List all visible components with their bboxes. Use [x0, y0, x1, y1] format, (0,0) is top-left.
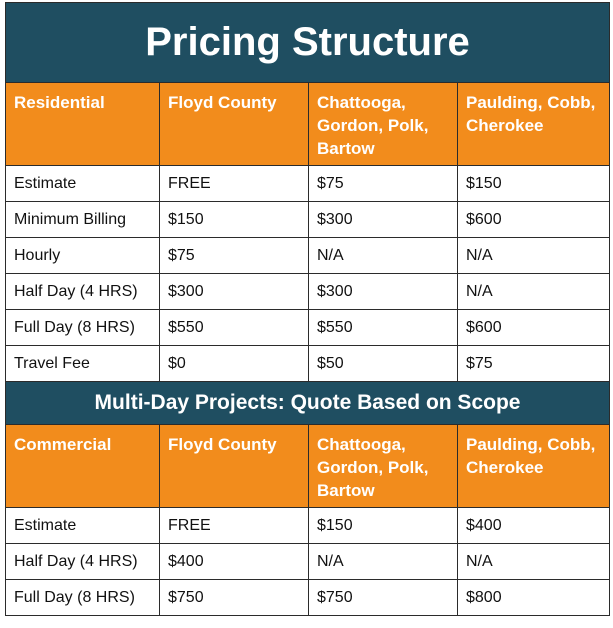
commercial-header-cell: Floyd County	[160, 425, 309, 508]
table-cell: $300	[160, 274, 309, 310]
table-cell: $150	[160, 202, 309, 238]
table-row	[6, 544, 610, 580]
table-cell: $550	[160, 310, 309, 346]
table-cell: N/A	[458, 238, 610, 274]
table-cell: $600	[458, 310, 610, 346]
table-cell: $0	[160, 346, 309, 382]
table-row	[6, 508, 610, 544]
table-row	[6, 166, 610, 202]
table-cell: $50	[309, 346, 458, 382]
table-cell: $300	[309, 274, 458, 310]
table-cell: $550	[309, 310, 458, 346]
residential-header-row	[6, 83, 610, 166]
table-cell: N/A	[458, 274, 610, 310]
residential-header-cell: Paulding, Cobb, Cherokee	[458, 83, 610, 166]
table-cell: $75	[160, 238, 309, 274]
commercial-header-cell: Commercial	[6, 425, 160, 508]
table-cell: Hourly	[6, 238, 160, 274]
table-row	[6, 580, 610, 616]
commercial-header-row	[6, 425, 610, 508]
table-cell: Half Day (4 HRS)	[6, 544, 160, 580]
table-cell: $400	[458, 508, 610, 544]
table-cell: $800	[458, 580, 610, 616]
table-row	[6, 310, 610, 346]
table-cell: Full Day (8 HRS)	[6, 310, 160, 346]
residential-header-cell: Residential	[6, 83, 160, 166]
table-cell: Half Day (4 HRS)	[6, 274, 160, 310]
pricing-table-container	[5, 2, 609, 616]
table-cell: Full Day (8 HRS)	[6, 580, 160, 616]
table-cell: $750	[309, 580, 458, 616]
residential-header-cell: Chattooga, Gordon, Polk, Bartow	[309, 83, 458, 166]
commercial-header-cell: Chattooga, Gordon, Polk, Bartow	[309, 425, 458, 508]
table-cell: $150	[458, 166, 610, 202]
table-row	[6, 238, 610, 274]
table-cell: $750	[160, 580, 309, 616]
multi-day-row	[6, 382, 610, 425]
multi-day-note: Multi-Day Projects: Quote Based on Scope	[6, 382, 610, 425]
title-row	[6, 3, 610, 83]
table-cell: $600	[458, 202, 610, 238]
residential-header-cell: Floyd County	[160, 83, 309, 166]
table-cell: N/A	[458, 544, 610, 580]
table-cell: $400	[160, 544, 309, 580]
table-cell: Minimum Billing	[6, 202, 160, 238]
table-cell: N/A	[309, 544, 458, 580]
commercial-header-cell: Paulding, Cobb, Cherokee	[458, 425, 610, 508]
table-cell: N/A	[309, 238, 458, 274]
table-row	[6, 274, 610, 310]
table-cell: Estimate	[6, 166, 160, 202]
table-cell: Estimate	[6, 508, 160, 544]
table-cell: FREE	[160, 166, 309, 202]
page-title: Pricing Structure	[6, 3, 610, 83]
table-cell: $150	[309, 508, 458, 544]
table-cell: $75	[458, 346, 610, 382]
table-cell: Travel Fee	[6, 346, 160, 382]
table-cell: FREE	[160, 508, 309, 544]
table-row	[6, 202, 610, 238]
table-row	[6, 346, 610, 382]
table-cell: $75	[309, 166, 458, 202]
table-cell: $300	[309, 202, 458, 238]
pricing-table	[5, 2, 610, 616]
